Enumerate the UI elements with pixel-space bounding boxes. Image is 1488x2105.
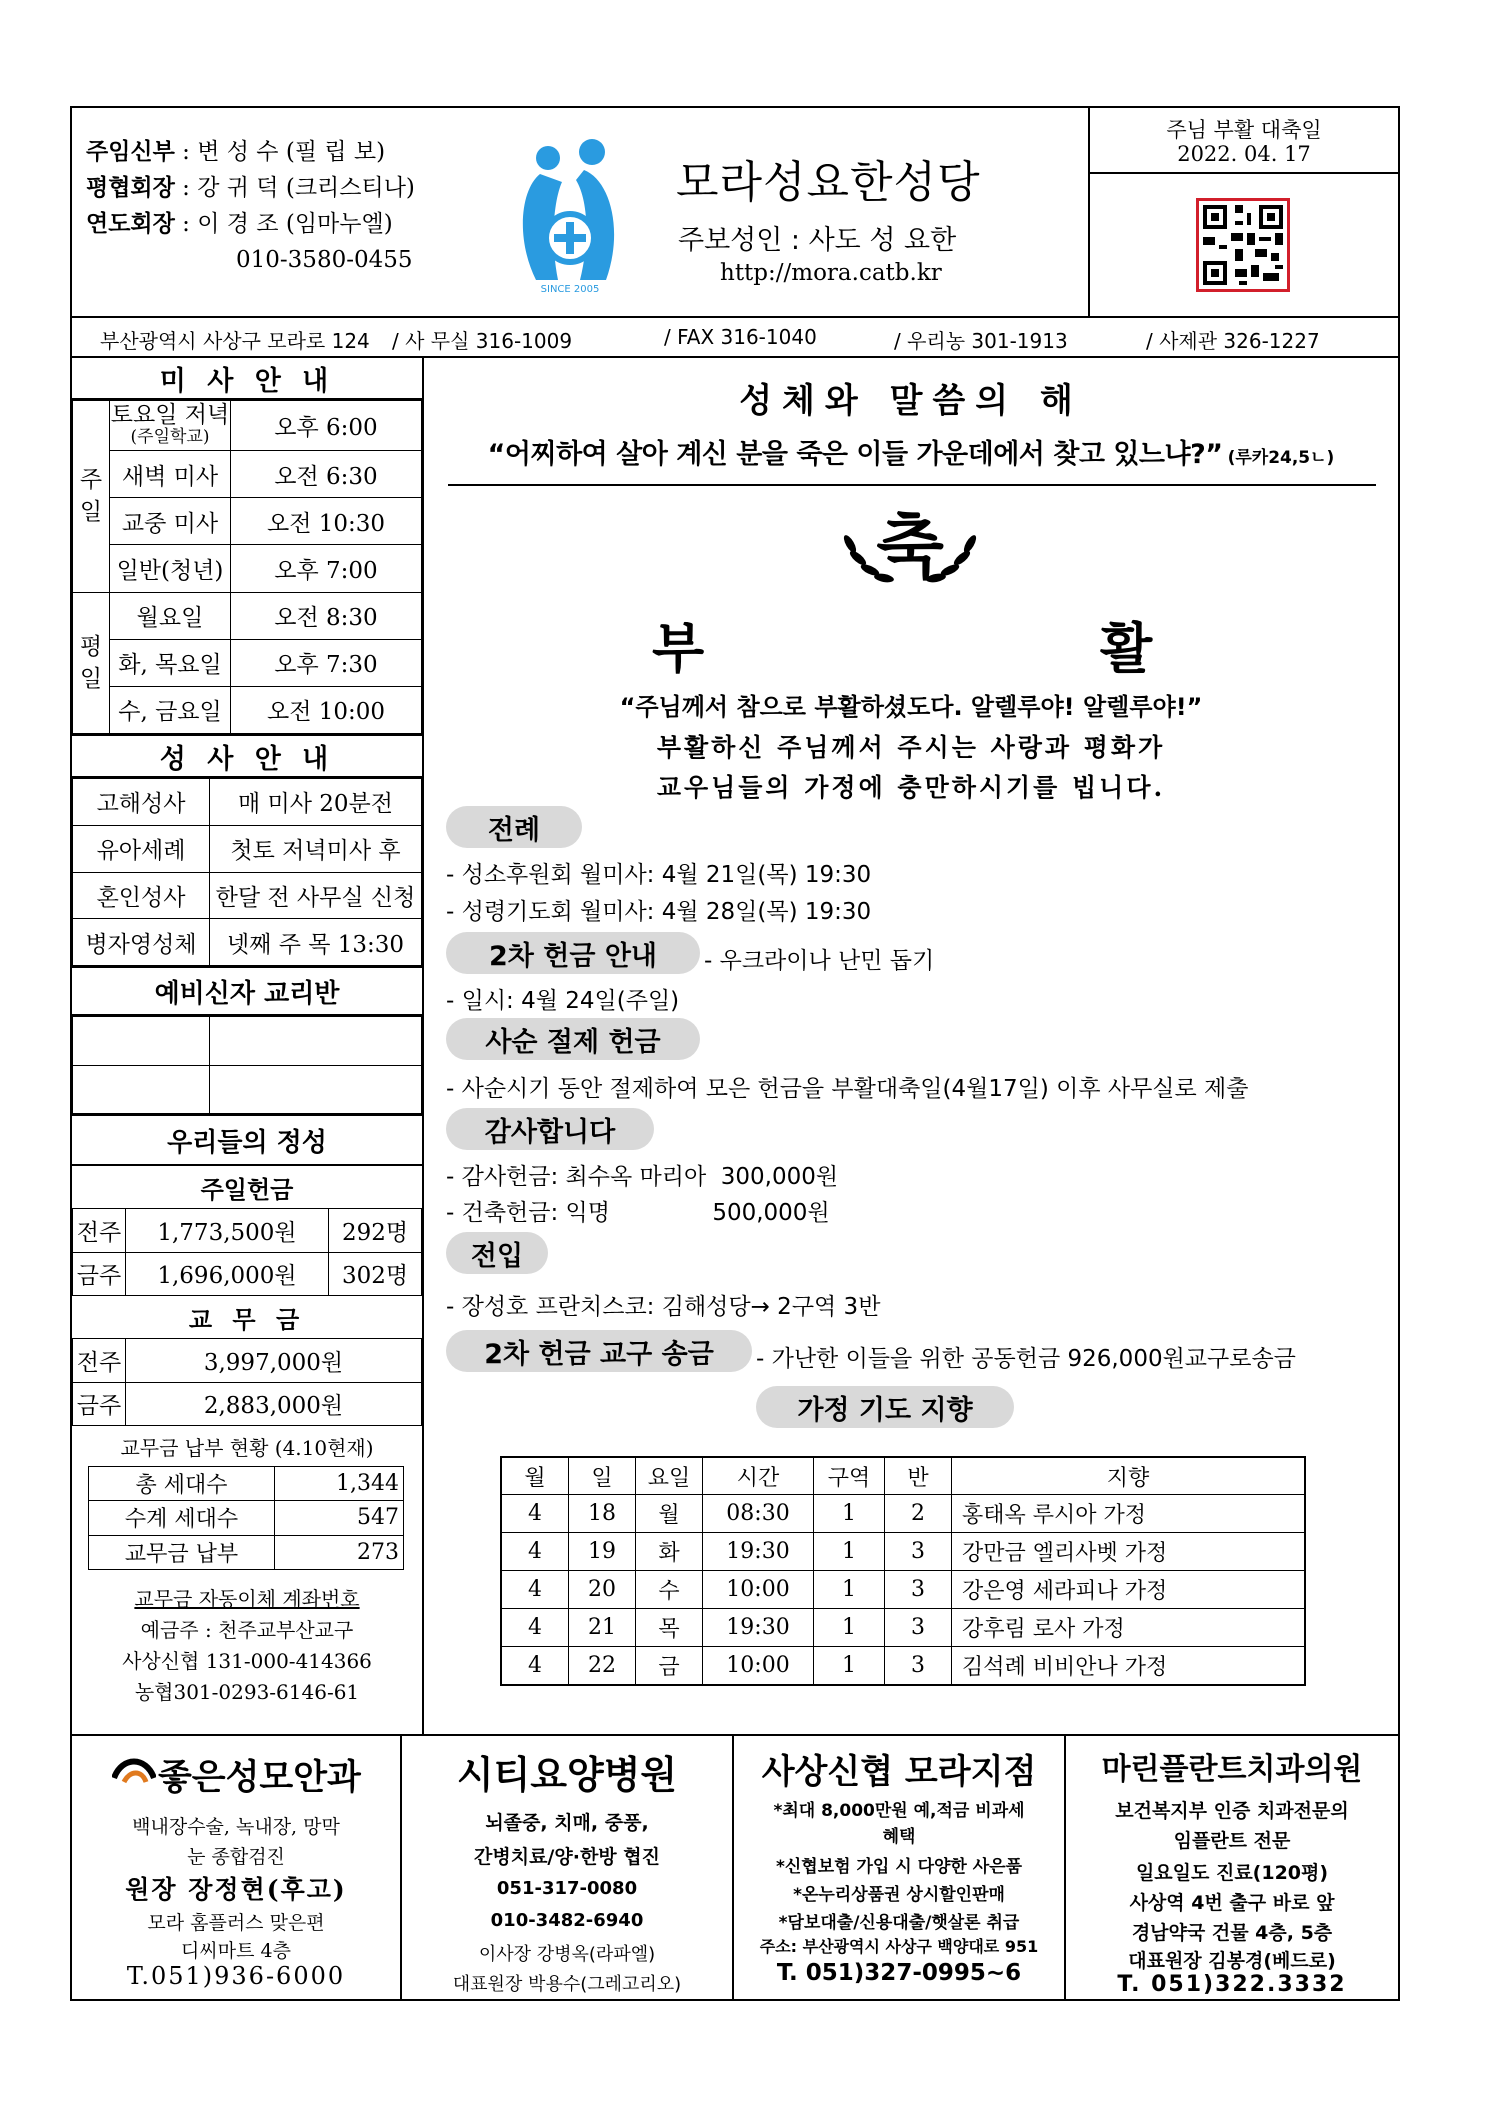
- ad-line: 이사장 강병옥(라파엘): [478, 1944, 656, 1965]
- staff-list: [86, 134, 506, 278]
- rectory-phone: / 사제관 326-1227: [1146, 329, 1320, 353]
- logo-since: SINCE 2005: [540, 284, 600, 295]
- section-title-transfer: 전입: [446, 1232, 548, 1274]
- sacrament-name: 병자영성체: [73, 919, 210, 966]
- church-name: 모라성요한성당: [676, 157, 981, 208]
- day-cell: 20: [569, 1571, 636, 1609]
- ad-nursing-hospital: [402, 1736, 732, 1999]
- ad-line: 일요일도 진료(120평): [1135, 1862, 1329, 1884]
- district-cell: 1: [814, 1647, 885, 1686]
- offerings-title: 우리들의 정성: [72, 1114, 422, 1166]
- sacrament-name: 유아세례: [73, 825, 210, 872]
- section-inline-note: - 가난한 이들을 위한 공동헌금 926,000원교구로송금: [756, 1346, 1296, 1372]
- ad-line: 디씨마트 4층: [181, 1940, 291, 1962]
- account-line: 예금주 : 천주교부산교구: [140, 1618, 354, 1642]
- sacrament-info: 넷째 주 목 13:30: [210, 919, 422, 966]
- mass-name: 교중 미사: [110, 498, 231, 545]
- ad-credit-union: [734, 1736, 1064, 1999]
- quote-reference: (루카24,5ㄴ): [1227, 448, 1335, 468]
- sacraments-title: 성 사 안 내: [72, 734, 422, 778]
- month-cell: 4: [501, 1647, 569, 1686]
- mass-time: 오전 10:00: [231, 686, 422, 733]
- address-bar: [72, 318, 1398, 356]
- prayer-header: 구역: [814, 1457, 885, 1495]
- section-title-thanks: 감사합니다: [446, 1108, 654, 1150]
- ad-line: 임플란트 전문: [1173, 1830, 1291, 1852]
- month-cell: 4: [501, 1609, 569, 1647]
- ad-line: T. 051)327-0995~6: [776, 1960, 1022, 1986]
- alleluia-text: “주님께서 참으로 부활하셨도다. 알렐루야! 알렐루야!”: [619, 692, 1203, 721]
- district-cell: 1: [814, 1533, 885, 1571]
- sunday-offering-title: 주일헌금: [200, 1175, 294, 1204]
- ad-title: 사상신협 모라지점: [761, 1752, 1037, 1792]
- mass-name: 새벽 미사: [110, 451, 231, 498]
- dues-status-table: [88, 1466, 404, 1570]
- section-item: - 감사헌금: 최수옥 마리아 300,000원: [446, 1164, 839, 1190]
- prayer-header: 반: [885, 1457, 952, 1495]
- ad-line: 대표원장 박용수(그레고리오): [452, 1974, 682, 1995]
- group-cell: 3: [885, 1571, 952, 1609]
- section-item: - 장성호 프란치스코: 김해성당→ 2구역 3반: [446, 1294, 881, 1320]
- ad-line: 모라 홈플러스 맞은편: [147, 1912, 325, 1934]
- blessing-line: 부활하신 주님께서 주시는 사랑과 평화가: [656, 733, 1166, 762]
- district-cell: 1: [814, 1609, 885, 1647]
- dues-amount: 2,883,000원: [126, 1382, 422, 1426]
- attendance-count: 292명: [329, 1209, 422, 1253]
- easter-right: 활: [1100, 617, 1153, 680]
- blessing-line: 교우님들의 가정에 충만하시기를 빕니다.: [656, 773, 1166, 802]
- ad-line: 백내장수술, 녹내장, 망막: [132, 1816, 340, 1838]
- offering-amount: 1,696,000원: [126, 1252, 329, 1296]
- dues-table: [72, 1338, 422, 1426]
- ad-line: 경남약국 건물 4층, 5층: [1131, 1922, 1333, 1944]
- ad-line: *최대 8,000만원 예,적금 비과세: [773, 1801, 1025, 1821]
- prayer-header: 월: [501, 1457, 569, 1495]
- weekday-cell: 수: [636, 1571, 703, 1609]
- prayer-header: 지향: [952, 1457, 1306, 1495]
- empty-cell: [210, 1017, 422, 1066]
- section-title-second-collection: 2차 헌금 안내: [446, 932, 700, 974]
- ad-title: 마린플란트치과의원: [1101, 1752, 1363, 1787]
- intention-cell: 김석례 비비안나 가정: [952, 1647, 1306, 1686]
- mass-name: 수, 금요일: [110, 686, 231, 733]
- time-cell: 10:00: [703, 1571, 814, 1609]
- time-cell: 19:30: [703, 1533, 814, 1571]
- ad-line: 보건복지부 인증 치과전문의: [1115, 1800, 1349, 1822]
- time-cell: 10:00: [703, 1647, 814, 1686]
- section-item: - 건축헌금: 익명 500,000원: [446, 1200, 830, 1226]
- ad-title: 좋은성모안과: [158, 1758, 361, 1798]
- intention-cell: 강만금 엘리사벳 가정: [952, 1533, 1306, 1571]
- intention-cell: 강후림 로사 가정: [952, 1609, 1306, 1647]
- weekday-cell: 금: [636, 1647, 703, 1686]
- offering-amount: 1,773,500원: [126, 1209, 329, 1253]
- ad-line: 사상역 4번 출구 바로 앞: [1129, 1892, 1335, 1914]
- ad-eye-clinic: [72, 1736, 400, 1999]
- table-row: [501, 1495, 1305, 1533]
- account-info: [72, 1584, 422, 1708]
- month-cell: 4: [501, 1495, 569, 1533]
- prayer-header: 요일: [636, 1457, 703, 1495]
- easter-left: 부: [652, 617, 705, 680]
- dues-status-title: 교무금 납부 현황 (4.10현재): [120, 1436, 374, 1460]
- sacrament-name: 혼인성사: [73, 872, 210, 919]
- church-logo-icon: [510, 130, 630, 300]
- ad-line: *신협보험 가입 시 다양한 사은품: [775, 1857, 1023, 1877]
- mass-name: 월요일: [110, 592, 231, 639]
- status-label: 수계 세대수: [89, 1501, 275, 1535]
- mass-time: 오전 8:30: [231, 592, 422, 639]
- divider: [448, 484, 1376, 486]
- sacrament-info: 첫토 저녁미사 후: [210, 825, 422, 872]
- dues-amount: 3,997,000원: [126, 1339, 422, 1383]
- section-item: - 일시: 4월 24일(주일): [446, 988, 680, 1014]
- ad-line: T. 051)322.3332: [1117, 1972, 1347, 1997]
- catechumen-title: 예비신자 교리반: [72, 966, 422, 1016]
- district-cell: 1: [814, 1495, 885, 1533]
- prayer-table: [500, 1456, 1306, 1686]
- staff-row: 평협회장 : 강 귀 덕 (크리스티나): [86, 174, 415, 201]
- ad-title: 시티요양병원: [456, 1753, 678, 1797]
- status-value: 1,344: [275, 1467, 404, 1501]
- year-title: 성체와 말씀의 해: [739, 380, 1083, 421]
- mass-time: 오후 7:00: [231, 545, 422, 592]
- address: 부산광역시 사상구 모라로 124: [100, 329, 370, 353]
- qr-code-icon: [1196, 198, 1290, 292]
- fax-number: / FAX 316-1040: [664, 325, 817, 349]
- nonghyup-phone: / 우리농 301-1913: [894, 329, 1068, 353]
- week-label: 전주: [73, 1209, 126, 1253]
- website-link[interactable]: http://mora.catb.kr: [720, 260, 942, 286]
- time-cell: 19:30: [703, 1609, 814, 1647]
- ad-line: *온누리상품권 상시할인판매: [793, 1885, 1005, 1905]
- ad-line: 원장 장정현(후고): [125, 1875, 347, 1904]
- district-cell: 1: [814, 1571, 885, 1609]
- table-row: [501, 1647, 1305, 1686]
- ad-line: T.051)936-6000: [126, 1962, 346, 1990]
- bulletin-date: 2022. 04. 17: [1177, 142, 1311, 166]
- group-cell: 2: [885, 1495, 952, 1533]
- month-cell: 4: [501, 1571, 569, 1609]
- mass-name: 토요일 저녁 (주일학교): [110, 401, 231, 451]
- dues-title: 교 무 금: [188, 1305, 306, 1334]
- staff-row: 연도회장 : 이 경 조 (임마누엘): [86, 210, 393, 237]
- ad-line: 혜택: [882, 1827, 916, 1847]
- section-title-diocese-remittance: 2차 헌금 교구 송금: [446, 1330, 752, 1372]
- divider: [1088, 172, 1398, 174]
- week-label: 금주: [73, 1382, 126, 1426]
- section-item: - 성소후원회 월미사: 4월 21일(목) 19:30: [446, 862, 872, 888]
- ad-dental-clinic: [1066, 1736, 1398, 1999]
- status-value: 273: [275, 1535, 404, 1569]
- account-title: 교무금 자동이체 계좌번호: [134, 1587, 360, 1611]
- patron-saint: 주보성인 : 사도 성 요한: [678, 225, 957, 256]
- account-line: 사상신협 131-000-414366: [122, 1649, 372, 1673]
- attendance-count: 302명: [329, 1252, 422, 1296]
- ad-line: 간병치료/양·한방 협진: [474, 1846, 660, 1868]
- mass-time: 오후 6:00: [231, 401, 422, 451]
- account-line: 농협301-0293-6146-61: [134, 1680, 360, 1704]
- ad-line: 눈 종합검진: [187, 1846, 285, 1868]
- sacrament-info: 한달 전 사무실 신청: [210, 872, 422, 919]
- staff-row: 주임신부 : 변 성 수 (필 립 보): [86, 138, 386, 165]
- sacrament-info: 매 미사 20분전: [210, 779, 422, 826]
- weekday-label: 평 일: [73, 592, 110, 733]
- status-label: 교무금 납부: [89, 1535, 275, 1569]
- prayer-header: 일: [569, 1457, 636, 1495]
- mass-name: 일반(청년): [110, 545, 231, 592]
- ad-line: 뇌졸중, 치매, 중풍,: [485, 1812, 649, 1834]
- header: [72, 108, 1398, 316]
- table-row: [501, 1571, 1305, 1609]
- office-phone: / 사 무실 316-1009: [392, 329, 573, 353]
- mass-name: 화, 목요일: [110, 639, 231, 686]
- section-item: - 성령기도회 월미사: 4월 28일(목) 19:30: [446, 899, 872, 925]
- section-title-liturgy: 전례: [446, 806, 582, 848]
- mass-time: 오후 7:30: [231, 639, 422, 686]
- mass-title: 미 사 안 내: [72, 358, 422, 400]
- weekday-cell: 목: [636, 1609, 703, 1647]
- section-inline-note: - 우크라이나 난민 돕기: [704, 948, 935, 974]
- ad-line: 대표원장 김봉경(베드로): [1128, 1950, 1336, 1972]
- status-label: 총 세대수: [89, 1467, 275, 1501]
- sunday-label: 주 일: [73, 401, 110, 593]
- group-cell: 3: [885, 1647, 952, 1686]
- empty-cell: [210, 1065, 422, 1114]
- prayer-title: 가정 기도 지향: [756, 1386, 1014, 1428]
- sacrament-name: 고해성사: [73, 779, 210, 826]
- mass-time: 오전 6:30: [231, 451, 422, 498]
- ad-line: 010-3482-6940: [490, 1910, 644, 1931]
- day-cell: 18: [569, 1495, 636, 1533]
- blessing: [424, 728, 1398, 808]
- quote-text: “어찌하여 살아 계신 분을 죽은 이들 가운데에서 찾고 있느냐?”: [487, 439, 1223, 470]
- eye-clinic-logo-icon: [112, 1752, 156, 1792]
- ad-line: *담보대출/신용대출/햇살론 취급: [778, 1913, 1020, 1933]
- group-cell: 3: [885, 1533, 952, 1571]
- ad-line: 주소: 부산광역시 사상구 백양대로 951: [759, 1937, 1039, 1956]
- table-row: [501, 1609, 1305, 1647]
- phone: 010-3580-0455: [236, 247, 413, 273]
- day-cell: 19: [569, 1533, 636, 1571]
- status-value: 547: [275, 1501, 404, 1535]
- mass-time: 오전 10:30: [231, 498, 422, 545]
- celebrate-character: 축: [876, 505, 944, 588]
- empty-cell: [73, 1065, 210, 1114]
- sacraments-table: [72, 778, 422, 966]
- section-item: - 사순시기 동안 절제하여 모은 헌금을 부활대축일(4월17일) 이후 사무실로 제출: [446, 1076, 1249, 1102]
- weekday-cell: 화: [636, 1533, 703, 1571]
- day-cell: 22: [569, 1647, 636, 1686]
- table-row: [501, 1533, 1305, 1571]
- gospel-quote: [424, 432, 1398, 471]
- day-cell: 21: [569, 1609, 636, 1647]
- feast-name: 주님 부활 대축일: [1166, 118, 1322, 142]
- month-cell: 4: [501, 1533, 569, 1571]
- intention-cell: 강은영 세라피나 가정: [952, 1571, 1306, 1609]
- group-cell: 3: [885, 1609, 952, 1647]
- prayer-header: 시간: [703, 1457, 814, 1495]
- week-label: 전주: [73, 1339, 126, 1383]
- intention-cell: 홍태옥 루시아 가정: [952, 1495, 1306, 1533]
- section-title-lent-offering: 사순 절제 헌금: [446, 1018, 700, 1060]
- divider: [422, 356, 424, 1734]
- weekday-cell: 월: [636, 1495, 703, 1533]
- ad-line: 051-317-0080: [496, 1878, 638, 1899]
- catechumen-table: [72, 1016, 422, 1114]
- mass-schedule: [72, 400, 422, 734]
- time-cell: 08:30: [703, 1495, 814, 1533]
- empty-cell: [73, 1017, 210, 1066]
- week-label: 금주: [73, 1252, 126, 1296]
- sunday-offering-table: [72, 1208, 422, 1296]
